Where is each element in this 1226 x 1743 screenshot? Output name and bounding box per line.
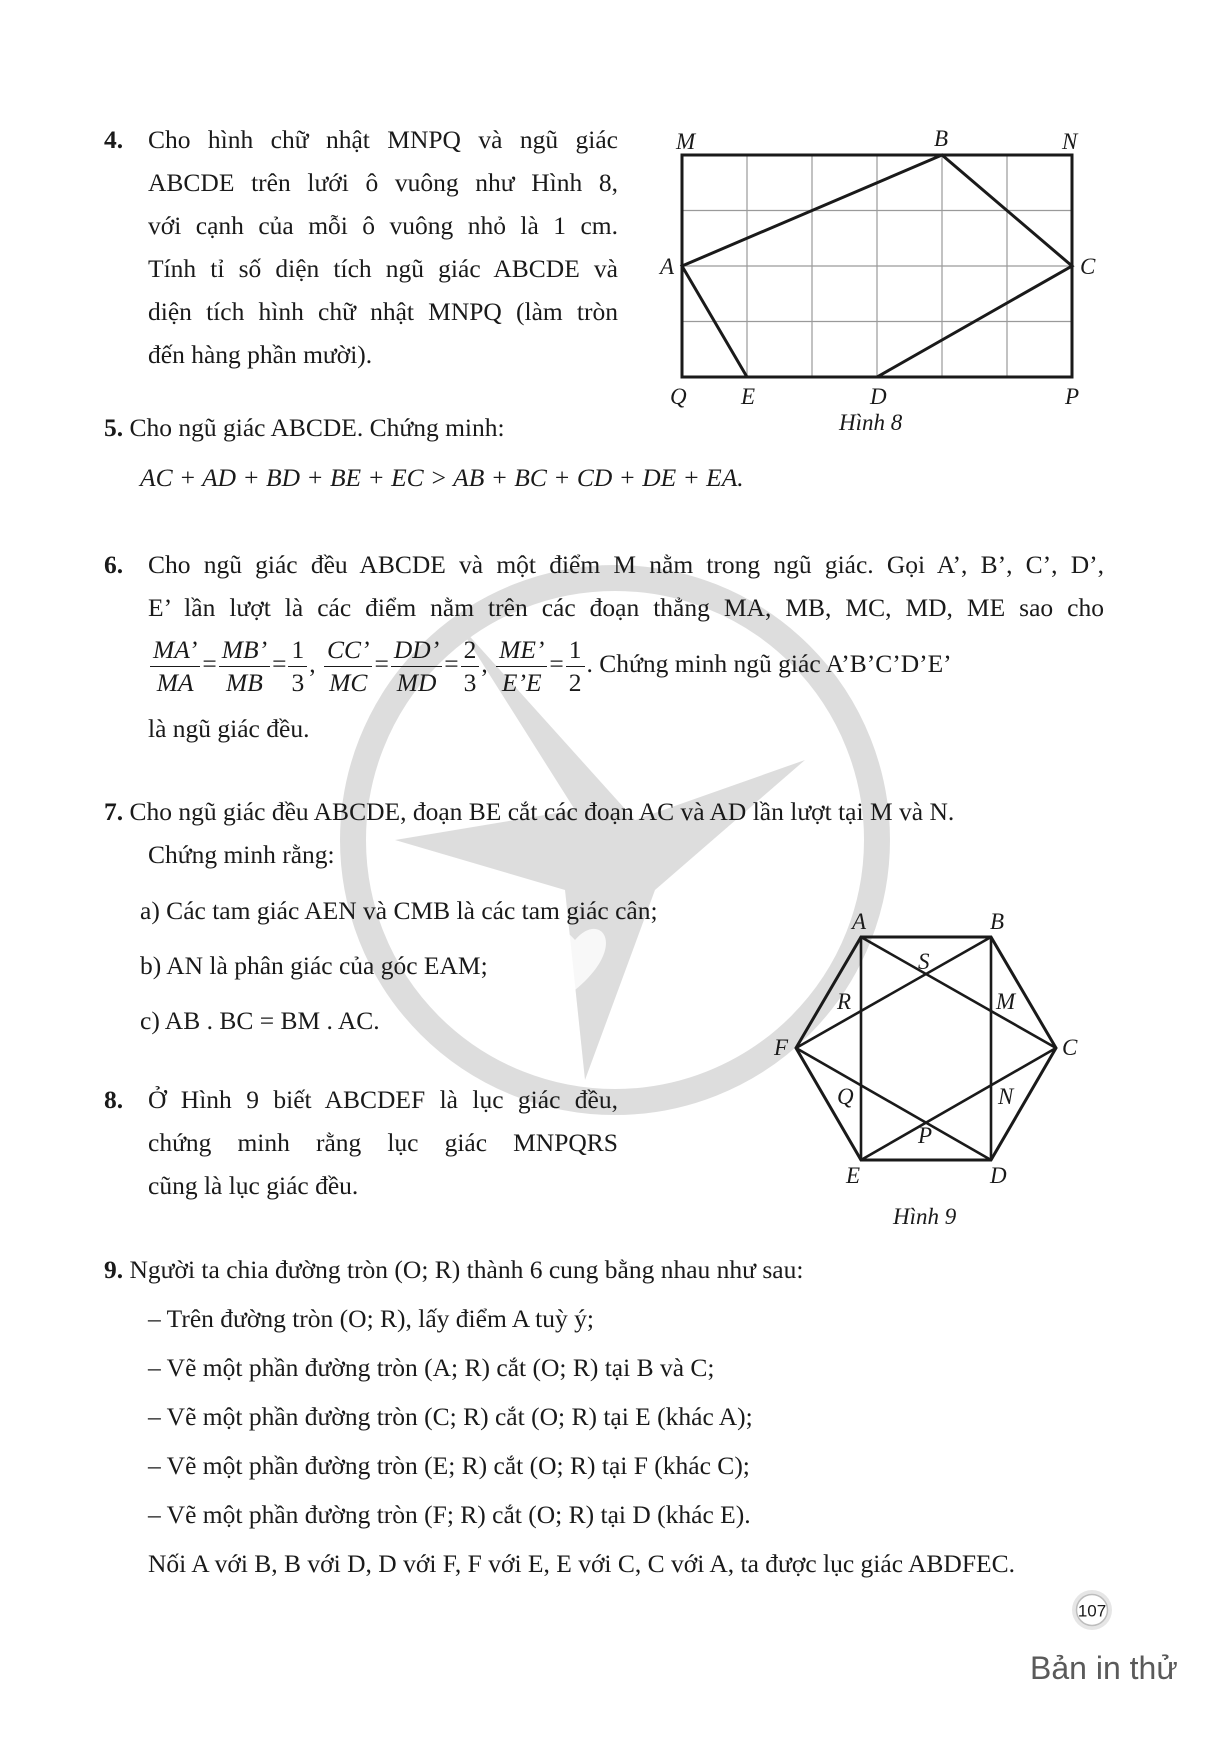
fraction: $\frac{2}{3}$ [461, 634, 480, 699]
ex6-line-1: Cho ngũ giác đều ABCDE và một điểm M nằm trong ngũ giác. Gọi A’, B’, C’, D’, [148, 550, 1104, 579]
exercise-number: 5. [104, 413, 124, 442]
ex9-step-3: – Vẽ một phần đường tròn (C; R) cắt (O; R) tại E (khác A); [148, 1402, 753, 1431]
label-D: D [870, 384, 887, 409]
exercise-4 [104, 118, 618, 376]
fraction: $\frac{MA’}{MA}$ [150, 634, 200, 699]
label-P: P [918, 1123, 933, 1148]
exercise-5 [104, 406, 744, 499]
ex9-line-1: Người ta chia đường tròn (O; R) thành 6 cung bằng nhau như sau: [129, 1255, 804, 1284]
label-N: N [1062, 129, 1078, 154]
draft-label: Bản in thử [1030, 1650, 1178, 1686]
figure-9-caption: Hình 9 [893, 1204, 957, 1229]
figure-8-grid-diagram [650, 118, 1110, 418]
label-C: C [1062, 1035, 1078, 1060]
exercise-9 [104, 1245, 1104, 1588]
fraction: $\frac{MB’}{MB}$ [219, 634, 270, 699]
exercise-number: 7. [104, 797, 124, 826]
ex4-line-3: với cạnh của mỗi ô vuông nhỏ là 1 cm. [148, 211, 618, 240]
ex7-line-1: Cho ngũ giác đều ABCDE, đoạn BE cắt các đoạn AC và AD lần lượt tại M và N. [129, 797, 955, 826]
ex9-last-line: Nối A với B, B với D, D với F, F với E, E với C, C với A, ta được lục giác ABDFEC. [148, 1549, 1015, 1578]
ex4-line-5: diện tích hình chữ nhật MNPQ (làm tròn [148, 297, 618, 326]
ex5-text: Cho ngũ giác ABCDE. Chứng minh: [129, 413, 505, 442]
exercise-8 [104, 1078, 618, 1207]
fraction: $\frac{CC’}{MC}$ [324, 634, 373, 699]
label-S: S [918, 949, 930, 974]
ex7-part-b: b) AN là phân giác của góc EAM; [140, 951, 488, 980]
ex6-tail: . Chứng minh ngũ giác A’B’C’D’E’ [586, 649, 952, 678]
figure-9-hexagon-diagram [760, 905, 1100, 1190]
ex4-line-4: Tính tỉ số diện tích ngũ giác ABCDE và [148, 254, 618, 283]
label-A: A [852, 909, 867, 934]
ex8-line-2: chứng minh rằng lục giác MNPQRS [148, 1128, 618, 1157]
fraction: $\frac{1}{2}$ [566, 634, 585, 699]
label-C: C [1080, 254, 1096, 279]
ex9-step-1: – Trên đường tròn (O; R), lấy điểm A tuỳ ý; [148, 1304, 594, 1333]
label-F: F [774, 1035, 789, 1060]
exercise-6 [104, 543, 1104, 750]
label-P: P [1065, 384, 1080, 409]
ex4-line-1: Cho hình chữ nhật MNPQ và ngũ giác [148, 125, 618, 154]
ex7-part-c: c) AB . BC = BM . AC. [140, 1006, 380, 1035]
exercise-number: 8. [104, 1085, 124, 1114]
label-E: E [846, 1163, 861, 1188]
fraction: $\frac{DD’}{MD}$ [391, 634, 442, 699]
exercise-number: 6. [104, 550, 124, 579]
ex9-step-2: – Vẽ một phần đường tròn (A; R) cắt (O; R) tại B và C; [148, 1353, 715, 1382]
page-number-badge [1070, 1588, 1114, 1632]
figure-8-caption: Hình 8 [839, 410, 903, 435]
label-Q: Q [837, 1084, 854, 1109]
ex4-line-6: đến hàng phần mười). [148, 340, 373, 369]
ex8-line-3: cũng là lục giác đều. [148, 1171, 359, 1200]
label-M: M [676, 129, 696, 154]
ex6-line-4: là ngũ giác đều. [148, 714, 310, 743]
label-Q: Q [670, 384, 687, 409]
exercise-number: 9. [104, 1255, 124, 1284]
gear-badge-icon [1070, 1588, 1114, 1632]
label-M: M [996, 989, 1016, 1014]
ex7-part-a: a) Các tam giác AEN và CMB là các tam giác cân; [140, 896, 658, 925]
label-B: B [934, 126, 949, 151]
label-E: E [741, 384, 756, 409]
ex5-formula: AC + AD + BD + BE + EC > AB + BC + CD + DE + EA. [140, 463, 744, 492]
label-D: D [990, 1163, 1007, 1188]
fraction: $\frac{1}{3}$ [288, 634, 307, 699]
label-R: R [837, 989, 852, 1014]
label-N: N [998, 1084, 1014, 1109]
ex8-line-1: Ở Hình 9 biết ABCDEF là lục giác đều, [148, 1085, 618, 1114]
fraction: $\frac{ME’}{E’E}$ [496, 634, 547, 699]
label-A: A [660, 254, 675, 279]
ex4-line-2: ABCDE trên lưới ô vuông như Hình 8, [148, 168, 618, 197]
ex6-fraction-line: $\frac{MA’}{MA}$ = $\frac{MB’}{MB}$ = $\frac{1}{3}$ , $\frac{CC’}{MC}$ = $\frac{DD’}{MD}$ = $\frac{2}{3}$ , $\frac{ME’}{E’E}$ = $\frac{1}{2}$ . Chứng minh ngũ giác A’B’C’D’E’ [148, 629, 1104, 703]
page-number: 107 [1077, 1601, 1107, 1621]
label-B: B [990, 909, 1005, 934]
ex9-step-4: – Vẽ một phần đường tròn (E; R) cắt (O; R) tại F (khác C); [148, 1451, 750, 1480]
ex9-step-5: – Vẽ một phần đường tròn (F; R) cắt (O; R) tại D (khác E). [148, 1500, 751, 1529]
ex7-line-2: Chứng minh rằng: [148, 840, 335, 869]
ex6-line-2: E’ lần lượt là các điểm nằm trên các đoạn thẳng MA, MB, MC, MD, ME sao cho [148, 593, 1104, 622]
exercise-number: 4. [104, 125, 124, 154]
